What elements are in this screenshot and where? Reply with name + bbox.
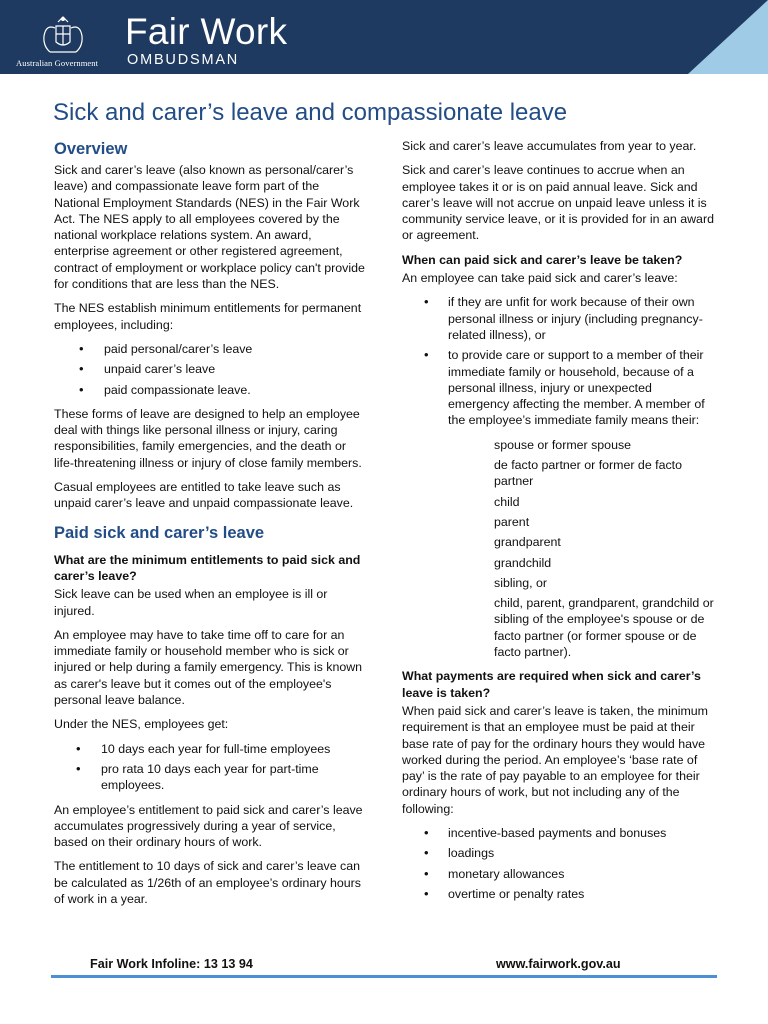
carers-leave-paragraph: An employee may have to take time off to care for an immediate family or household member who is sick or injured or help during a family emergency. This is known as carer's leave but it comes out of the employee's personal leave balance.: [54, 627, 363, 708]
list-item: • pro rata 10 days each year for part-time employees.: [54, 761, 366, 794]
payments-paragraph: When paid sick and carer’s leave is taken, the minimum requirement is that an employee must be paid at their base rate of pay for the ordinary hours they would have worked during the period. An employee’s ‘base rate of pay’ is the rate of pay payable to an employee for their ordinary hours of work, but not including any of the following:: [402, 703, 709, 816]
immediate-family-list: [402, 437, 714, 661]
sick-leave-paragraph: Sick leave can be used when an employee is ill or injured.: [54, 587, 328, 618]
list-item: parent: [494, 514, 530, 529]
list-item: grandparent: [494, 535, 561, 550]
leave-types-list: [54, 341, 366, 398]
brand-subtitle: OMBUDSMAN: [127, 52, 240, 68]
casual-employees-paragraph: Casual employees are entitled to take leave such as unpaid carer’s leave and unpaid compassionate leave.: [54, 480, 354, 511]
list-item: de facto partner or former de facto partner: [494, 458, 683, 489]
coat-of-arms-icon: [36, 14, 90, 58]
header-accent-triangle: [688, 0, 768, 74]
calculation-paragraph: The entitlement to 10 days of sick and carer’s leave can be calculated as 1/26th of an employee’s ordinary hours of work in a year.: [54, 859, 361, 906]
list-item: • to provide care or support to a member of their immediate family or household, because of a personal illness, injury or unexpected emergency affecting the member. A member of the employee’s immediate family means their:: [402, 347, 714, 428]
when-taken-list: [402, 294, 714, 428]
footer: [0, 957, 768, 987]
when-taken-intro: An employee can take paid sick and carer’s leave:: [402, 271, 678, 286]
list-item: • loadings: [402, 845, 714, 861]
list-item: • if they are unfit for work because of their own personal illness or injury (including pregnancy-related illness), or: [402, 294, 714, 343]
infoline-text: Fair Work Infoline: 13 13 94: [90, 957, 253, 971]
payments-question: What payments are required when sick and carer’s leave is taken?: [402, 669, 701, 700]
list-item: • monetary allowances: [402, 866, 714, 882]
overview-heading: Overview: [54, 140, 128, 158]
entitlement-days-list: [54, 741, 366, 794]
overview-paragraph: Sick and carer’s leave (also known as personal/carer’s leave) and compassionate leave form part of the National Employment Standards (NES) in the Fair Work Act. The NES apply to all employees covered by the national workplace relations system. An award, enterprise agreement or other registered agreement, contract of employment or workplace policy can't provide for conditions that are less than the NES.: [54, 163, 365, 292]
excluded-payments-list: [402, 825, 714, 902]
list-item: • incentive-based payments and bonuses: [402, 825, 714, 841]
list-item: • overtime or penalty rates: [402, 886, 714, 902]
nes-entitlements-intro: The NES establish minimum entitlements for permanent employees, including:: [54, 301, 362, 332]
nes-employees-get: Under the NES, employees get:: [54, 717, 229, 732]
list-item: spouse or former spouse: [494, 437, 632, 452]
list-item: • unpaid carer’s leave: [54, 361, 366, 377]
when-taken-question: When can paid sick and carer’s leave be taken?: [402, 252, 683, 267]
accumulates-paragraph: Sick and carer’s leave accumulates from year to year.: [402, 139, 697, 153]
minimum-entitlements-question: What are the minimum entitlements to paid sick and carer’s leave?: [54, 552, 361, 583]
leave-purpose-paragraph: These forms of leave are designed to help an employee deal with things like personal illness or injury, caring responsibilities, family emergencies, and the death or life-threatening illness or injury of close family members.: [54, 406, 362, 470]
brand-name: Fair Work: [125, 11, 288, 52]
footer-rule: [51, 975, 717, 978]
paid-leave-heading: Paid sick and carer’s leave: [54, 523, 265, 542]
accrual-paragraph: Sick and carer’s leave continues to accrue when an employee takes it or is on paid annual leave. Sick and carer’s leave will not accrue on unpaid leave unless it is community service leave, or it is provided for in an award or agreement.: [402, 163, 714, 243]
accumulation-paragraph: An employee’s entitlement to paid sick and carer’s leave accumulates progressively during a year of service, based on their ordinary hours of work.: [54, 802, 363, 850]
right-column: [402, 138, 714, 910]
page-title: Sick and carer’s leave and compassionate leave: [53, 99, 568, 126]
website-link[interactable]: www.fairwork.gov.au: [496, 957, 621, 971]
list-item: grandchild: [494, 555, 552, 570]
list-item: • paid compassionate leave.: [54, 382, 366, 398]
list-item: • paid personal/carer’s leave: [54, 341, 366, 357]
list-item: • 10 days each year for full-time employees: [54, 741, 366, 757]
government-label: Australian Government: [16, 58, 99, 68]
header-banner: [0, 0, 768, 74]
list-item: child, parent, grandparent, grandchild or sibling of the employee's spouse or de facto partner (or former spouse or de facto partner).: [494, 596, 714, 660]
left-column: [54, 138, 366, 915]
list-item: sibling, or: [494, 575, 548, 590]
list-item: child: [494, 494, 520, 509]
